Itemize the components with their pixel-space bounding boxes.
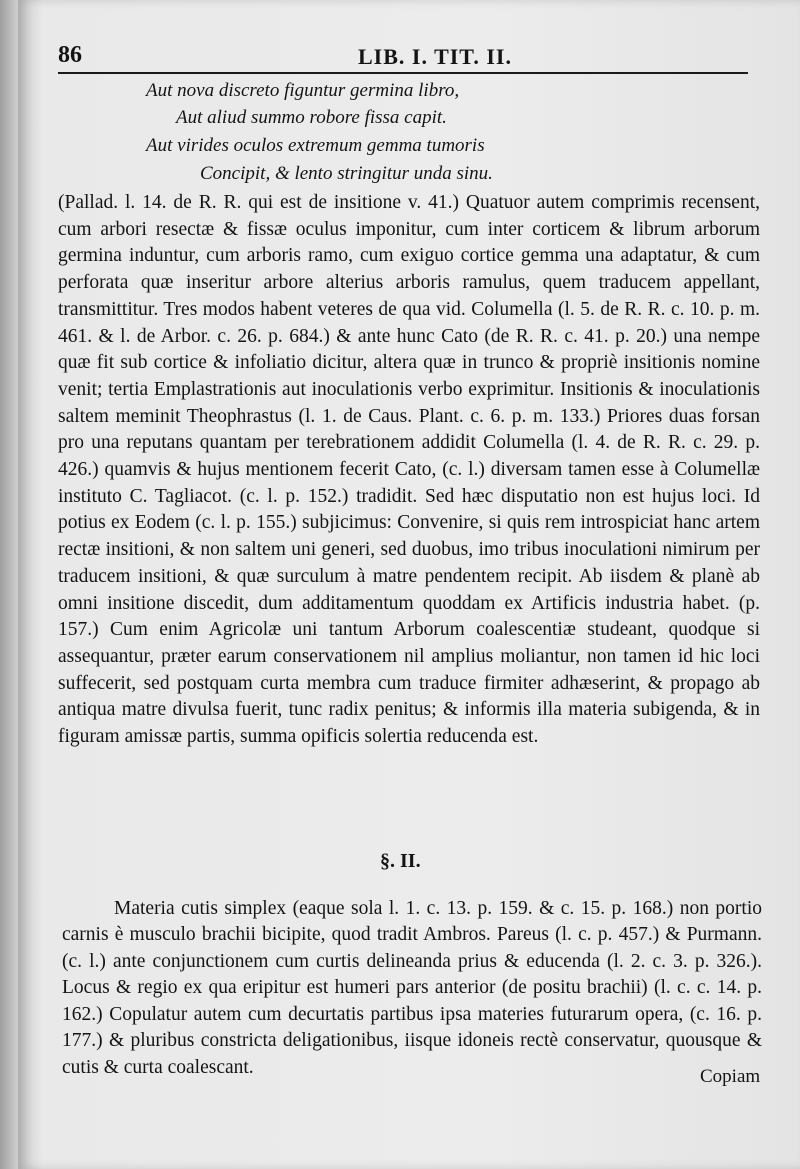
section-heading: §. II. — [380, 850, 421, 872]
verse-line: Concipit, & lento stringitur unda sinu. — [200, 163, 493, 184]
verse-line: Aut virides oculos extremum gemma tumoris — [146, 135, 485, 156]
verse-line: Aut aliud summo robore fissa capit. — [176, 107, 447, 128]
paragraph: Materia cutis simplex (eaque sola l. 1. c. 13. p. 159. & c. 15. p. 168.) non portio carnis è musculo brachii bicipite, quod tradit Ambros. Pareus (l. c. p. 457.) & Purmann. (c. l.) ante conjunctionem cum curtis delineanda prius & educenda (l. 2. c. 3. p. 326.). Locus & regio ex qua eripitur est humeri pars anterior (de positu brachii) (l. c. c. 14. p. 162.) Copulatur autem cum decurtatis partibus ipsa materies futurarum opera, (c. 16. p. 177.) & pluribus constricta deligationibus, iisque idoneis rectè conservatur, quousque & cutis & curta coalescant. — [62, 897, 762, 1079]
header-rule — [58, 72, 748, 74]
running-head: LIB. I. TIT. II. — [358, 44, 512, 69]
main-text — [58, 190, 760, 751]
paragraph: (Pallad. l. 14. de R. R. qui est de insitione v. 41.) Quatuor autem comprimis recensent, cum arbori resectæ & fissæ oculus imponitur, cum inter corticem & librum arborum germina induntur, cum arboris ramo, cum exiguo cortice gemma una adaptatur, & cum perforata quæ inseritur arbore alterius arboris ramulus, quem traducem appellant, transmittitur. Tres modos habent veteres de qua vid. Columella (l. 5. de R. R. c. 10. p. m. 461. & l. de Arbor. c. 26. p. 684.) & ante hunc Cato (de R. R. c. 41. p. 20.) una nempe quæ fit sub cortice & infoliatio dicitur, altera quæ in trunco & propriè insitionis nomine venit; tertia Emplastrationis aut inoculationis verbo exprimitur. Insitionis & inoculationis saltem meminit Theophrastus (l. 1. de Caus. Plant. c. 6. p. m. 133.) Priores duas forsan pro una reputans quantam per terebrationem addidit Columella (l. 4. de R. R. c. 29. p. 426.) quamvis & hujus mentionem fecerit Cato, (c. l.) diversam tamen esse à Columellæ instituto C. Tagliacot. (c. l. p. 152.) tradidit. Sed hæc disputatio non est hujus loci. Id potius ex Eodem (c. l. p. 155.) subjicimus: Convenire, si quis rem introspiciat hanc artem rectæ insitioni, & non saltem uni generi, sed duobus, imo tribus inoculationi nimirum per traducem insitioni, & quæ surculum à matre pendentem recipit. Ab iisdem & planè ab omni insitione discedit, dum additamentum quoddam ex Artificis industria habet. (p. 157.) Cum enim Agricolæ uni tantum Arborum coalescentiæ studeant, quodque si assequantur, præter earum conservationem nil amplius moliantur, non tamen id hic loci suffecerit, sed postquam curta membra cum traduce firmiter adhæserint, & propago ab antiqua matre divulsa fuerit, tunc radix penitus; & informis illa materia subigenda, & in figuram amissæ partis, summa opificis solertia reducenda est. — [58, 192, 760, 748]
catchword: Copiam — [700, 1066, 761, 1087]
verse-line: Aut nova discreto figuntur germina libro, — [146, 80, 460, 101]
book-gutter — [0, 0, 18, 1169]
page-header — [58, 40, 748, 74]
section-text — [62, 876, 762, 1101]
page-number: 86 — [58, 42, 82, 68]
